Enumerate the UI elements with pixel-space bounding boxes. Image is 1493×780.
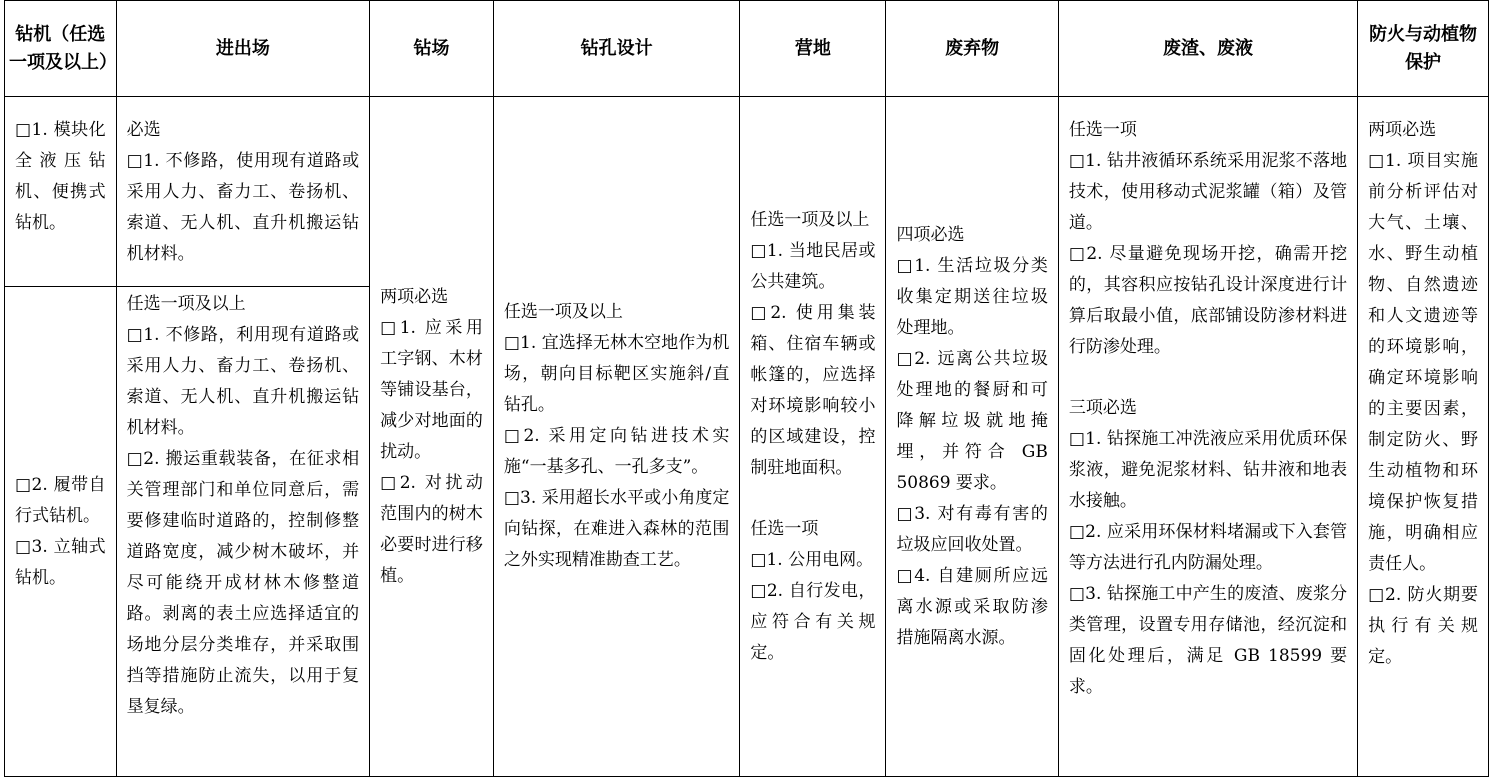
slag-item-2-2: □2. 应采用环保材料堵漏或下入套管等方法进行孔内防漏处理。 <box>1068 522 1348 573</box>
header-waste: 废弃物 <box>886 1 1058 97</box>
site-title: 两项必选 <box>380 286 449 307</box>
slag-title-1: 任选一项 <box>1068 120 1137 140</box>
rig-cell-1 <box>5 97 117 287</box>
camp-cell <box>740 97 886 777</box>
waste-item-4: □4. 自建厕所应远离水源或采取防渗措施隔离水源。 <box>896 565 1048 648</box>
waste-item-2: □2. 远离公共垃圾处理地的餐厨和可降解垃圾就地掩埋，并符合 GB 50869 要求。 <box>896 348 1048 493</box>
rig-cell-2 <box>5 287 117 777</box>
site-item-1: □1. 应采用工字钢、木材等铺设基台，减少对地面的扰动。 <box>380 317 483 462</box>
slag-title-2: 三项必选 <box>1068 398 1137 418</box>
header-camp: 营地 <box>740 1 886 97</box>
camp-item-1-1: □1. 当地民居或公共建筑。 <box>750 240 876 292</box>
header-design: 钻孔设计 <box>493 1 739 97</box>
design-item-1: □1. 宜选择无林木空地作为机场，朝向目标靶区实施斜/直钻孔。 <box>503 333 730 415</box>
site-cell <box>370 97 494 777</box>
access-cell-1 <box>116 97 370 287</box>
slag-item-2-1: □1. 钻探施工冲洗液应采用优质环保浆液，避免泥浆材料、钻井液和地表水接触。 <box>1068 429 1348 511</box>
header-slag: 废渣、废液 <box>1058 1 1357 97</box>
fire-title: 两项必选 <box>1368 120 1437 140</box>
access-optional-item-2: □2. 搬运重载装备，在征求相关管理部门和单位同意后，需要修建临时道路的，控制修整道路宽度，减少树木破坏，并尽可能绕开成材林木修整道路。剥离的表土应选择适宜的场地分层分类堆存，并采取围挡等措施防止流失，以用于复垦复绿。 <box>126 449 360 717</box>
slag-item-1-1: □1. 钻井液循环系统采用泥浆不落地技术，使用移动式泥浆罐（箱）及管道。 <box>1068 151 1348 233</box>
access-optional-title: 任选一项及以上 <box>126 294 246 314</box>
waste-title: 四项必选 <box>896 224 965 245</box>
header-fire: 防火与动植物保护 <box>1358 1 1489 97</box>
access-cell-2 <box>116 287 370 777</box>
rig-option-1: □1. 模块化全液压钻机、便携式钻机。 <box>15 120 106 233</box>
access-required-title: 必选 <box>126 120 161 140</box>
fire-item-2: □2. 防火期要执行有关规定。 <box>1368 585 1478 667</box>
site-item-2: □2. 对扰动范围内的树木必要时进行移植。 <box>380 472 483 586</box>
access-optional-item-1: □1. 不修路，利用现有道路或采用人力、畜力工、卷扬机、索道、无人机、直升机搬运钻机材料。 <box>126 325 360 438</box>
slag-item-2-3: □3. 钻探施工中产生的废渣、废浆分类管理，设置专用存储池，经沉淀和固化处理后，满足 GB 18599 要求。 <box>1068 584 1348 697</box>
slag-item-1-2: □2. 尽量避免现场开挖，确需开挖的，其容积应按钻孔设计深度进行计算后取最小值，底部铺设防渗材料进行防渗处理。 <box>1068 244 1348 357</box>
fire-item-1: □1. 项目实施前分析评估对大气、土壤、水、野生动植物、自然遗迹和人文遗迹等的环境影响，确定环境影响的主要因素，制定防火、野生动植物和环境保护恢复措施，明确相应责任人。 <box>1368 151 1478 574</box>
header-site: 钻场 <box>370 1 494 97</box>
header-row <box>5 1 1489 97</box>
header-access: 进出场 <box>116 1 370 97</box>
camp-item-2-1: □1. 公用电网。 <box>750 549 874 570</box>
rig-option-2: □2. 履带自行式钻机。 <box>15 474 106 526</box>
header-rig: 钻机（任选一项及以上） <box>5 1 117 97</box>
waste-cell <box>886 97 1058 777</box>
camp-item-1-2: □2. 使用集装箱、住宿车辆或帐篷的，应选择对环境影响较小的区域建设，控制驻地面积。 <box>750 302 876 478</box>
access-required-item-1: □1. 不修路，使用现有道路或采用人力、畜力工、卷扬机、索道、无人机、直升机搬运钻机材料。 <box>126 151 360 264</box>
slag-cell <box>1058 97 1357 777</box>
design-title: 任选一项及以上 <box>503 302 623 322</box>
camp-item-2-2: □2. 自行发电，应符合有关规定。 <box>750 580 876 663</box>
camp-title-2: 任选一项 <box>750 518 819 539</box>
rig-option-3: □3. 立轴式钻机。 <box>15 536 106 588</box>
waste-item-1: □1. 生活垃圾分类收集定期送往垃圾处理地。 <box>896 255 1048 338</box>
design-cell <box>493 97 739 777</box>
requirements-table <box>4 0 1489 777</box>
camp-title-1: 任选一项及以上 <box>750 209 870 230</box>
fire-cell <box>1358 97 1489 777</box>
design-item-2: □2. 采用定向钻进技术实施“一基多孔、一孔多支”。 <box>503 426 730 477</box>
design-item-3: □3. 采用超长水平或小角度定向钻探，在难进入森林的范围之外实现精准勘查工艺。 <box>503 488 730 570</box>
table-row <box>5 97 1489 287</box>
waste-item-3: □3. 对有毒有害的垃圾应回收处置。 <box>896 503 1048 555</box>
